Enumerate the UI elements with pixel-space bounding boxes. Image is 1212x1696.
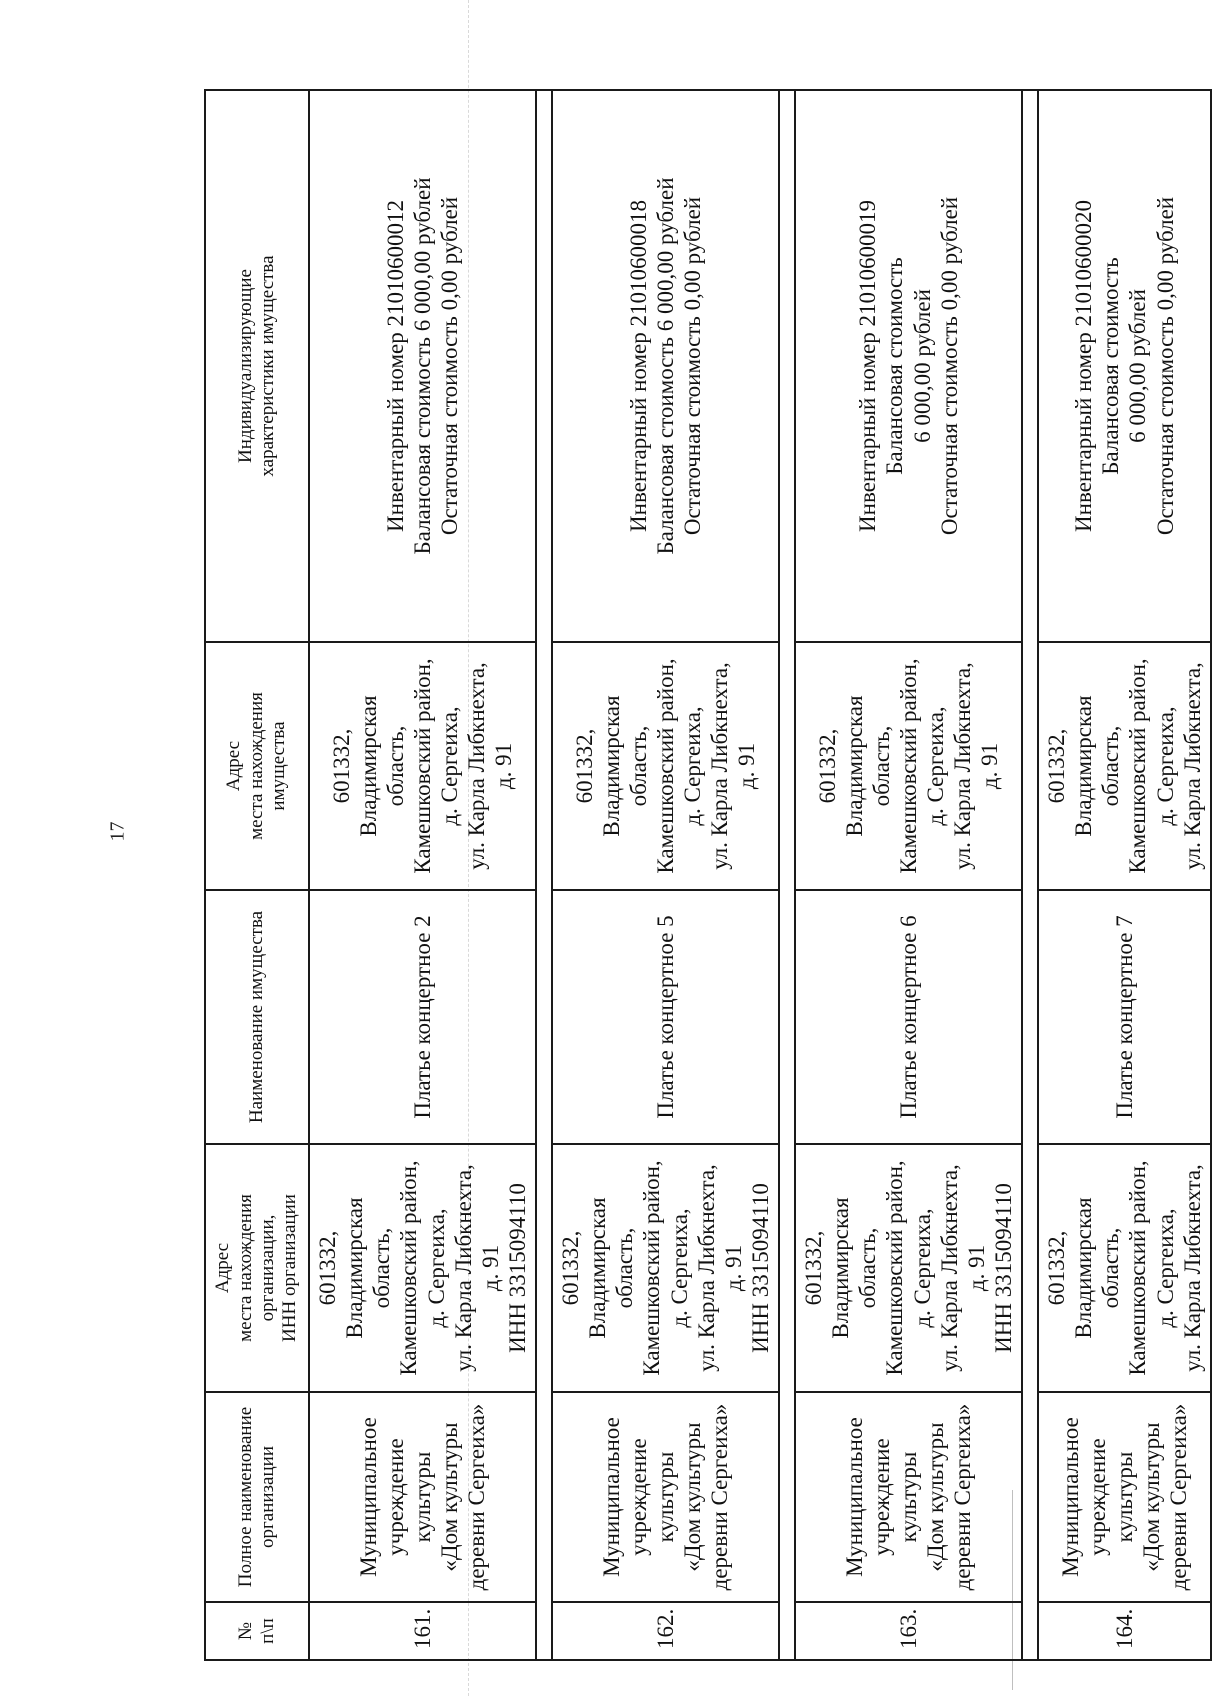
table-row (309, 90, 536, 1660)
org-address-cell: 601332, Владимирская область, Камешковский район, д. Сергеиха, ул. Карла Либкнехта, д. 91 ИНН 3315094110 (552, 1144, 779, 1392)
header-num: № п\п (205, 1602, 309, 1660)
header-item-name: Наименование имущества (205, 890, 309, 1144)
characteristics-cell: Инвентарный номер 21010600020 Балансовая стоимость 6 000,00 рублей Остаточная стоимость 0,00 рублей (1038, 90, 1211, 642)
org-address-cell: 601332, Владимирская область, Камешковский район, д. Сергеиха, ул. Карла Либкнехта, д. 91 ИНН 3315094110 (309, 1144, 536, 1392)
item-address-cell: 601332, Владимирская область, Камешковский район, д. Сергеиха, ул. Карла Либкнехта, д. 91 (309, 642, 536, 890)
org-address-cell: 601332, Владимирская область, Камешковский район, д. Сергеиха, ул. Карла Либкнехта, (1038, 1144, 1211, 1392)
header-characteristics: Индивидуализирующие характеристики имущества (205, 90, 309, 642)
row-number: 163. (795, 1602, 1022, 1660)
row-separator (1022, 90, 1038, 1660)
characteristics-cell: Инвентарный номер 21010600018 Балансовая стоимость 6 000,00 рублей Остаточная стоимость 0,00 рублей (552, 90, 779, 642)
row-number: 161. (309, 1602, 536, 1660)
org-name-cell: Муниципальное учреждение культуры «Дом культуры деревни Сергеиха» (309, 1392, 536, 1602)
characteristics-cell: Инвентарный номер 21010600019 Балансовая стоимость 6 000,00 рублей Остаточная стоимость 0,00 рублей (795, 90, 1022, 642)
property-table (204, 89, 1212, 1661)
table-row (795, 90, 1022, 1660)
characteristics-cell: Инвентарный номер 21010600012 Балансовая стоимость 6 000,00 рублей Остаточная стоимость 0,00 рублей (309, 90, 536, 642)
item-address-cell: 601332, Владимирская область, Камешковский район, д. Сергеиха, ул. Карла Либкнехта, д. 91 (552, 642, 779, 890)
org-name-cell: Муниципальное учреждение культуры «Дом культуры деревни Сергеиха» (1038, 1392, 1211, 1602)
org-address-cell: 601332, Владимирская область, Камешковский район, д. Сергеиха, ул. Карла Либкнехта, д. 91 ИНН 3315094110 (795, 1144, 1022, 1392)
item-name-cell: Платье концертное 6 (795, 890, 1022, 1144)
org-name-cell: Муниципальное учреждение культуры «Дом культуры деревни Сергеиха» (552, 1392, 779, 1602)
item-name-cell: Платье концертное 2 (309, 890, 536, 1144)
table-row (1038, 90, 1211, 1660)
table-row (552, 90, 779, 1660)
item-address-cell: 601332, Владимирская область, Камешковский район, д. Сергеиха, ул. Карла Либкнехта, д. 91 (795, 642, 1022, 890)
row-separator (779, 90, 795, 1660)
rotated-page-content (204, 91, 1205, 1661)
item-name-cell: Платье концертное 5 (552, 890, 779, 1144)
row-separator (536, 90, 552, 1660)
row-number: 164. (1038, 1602, 1211, 1660)
page-number: 17 (106, 821, 129, 842)
header-org-name: Полное наименование организации (205, 1392, 309, 1602)
table-header-row (205, 90, 309, 1660)
item-address-cell: 601332, Владимирская область, Камешковский район, д. Сергеиха, ул. Карла Либкнехта, (1038, 642, 1211, 890)
org-name-cell: Муниципальное учреждение культуры «Дом культуры деревни Сергеиха» (795, 1392, 1022, 1602)
header-item-address: Адрес места нахождения имущества (205, 642, 309, 890)
item-name-cell: Платье концертное 7 (1038, 890, 1211, 1144)
header-org-address: Адрес места нахождения организации, ИНН организации (205, 1144, 309, 1392)
row-number: 162. (552, 1602, 779, 1660)
